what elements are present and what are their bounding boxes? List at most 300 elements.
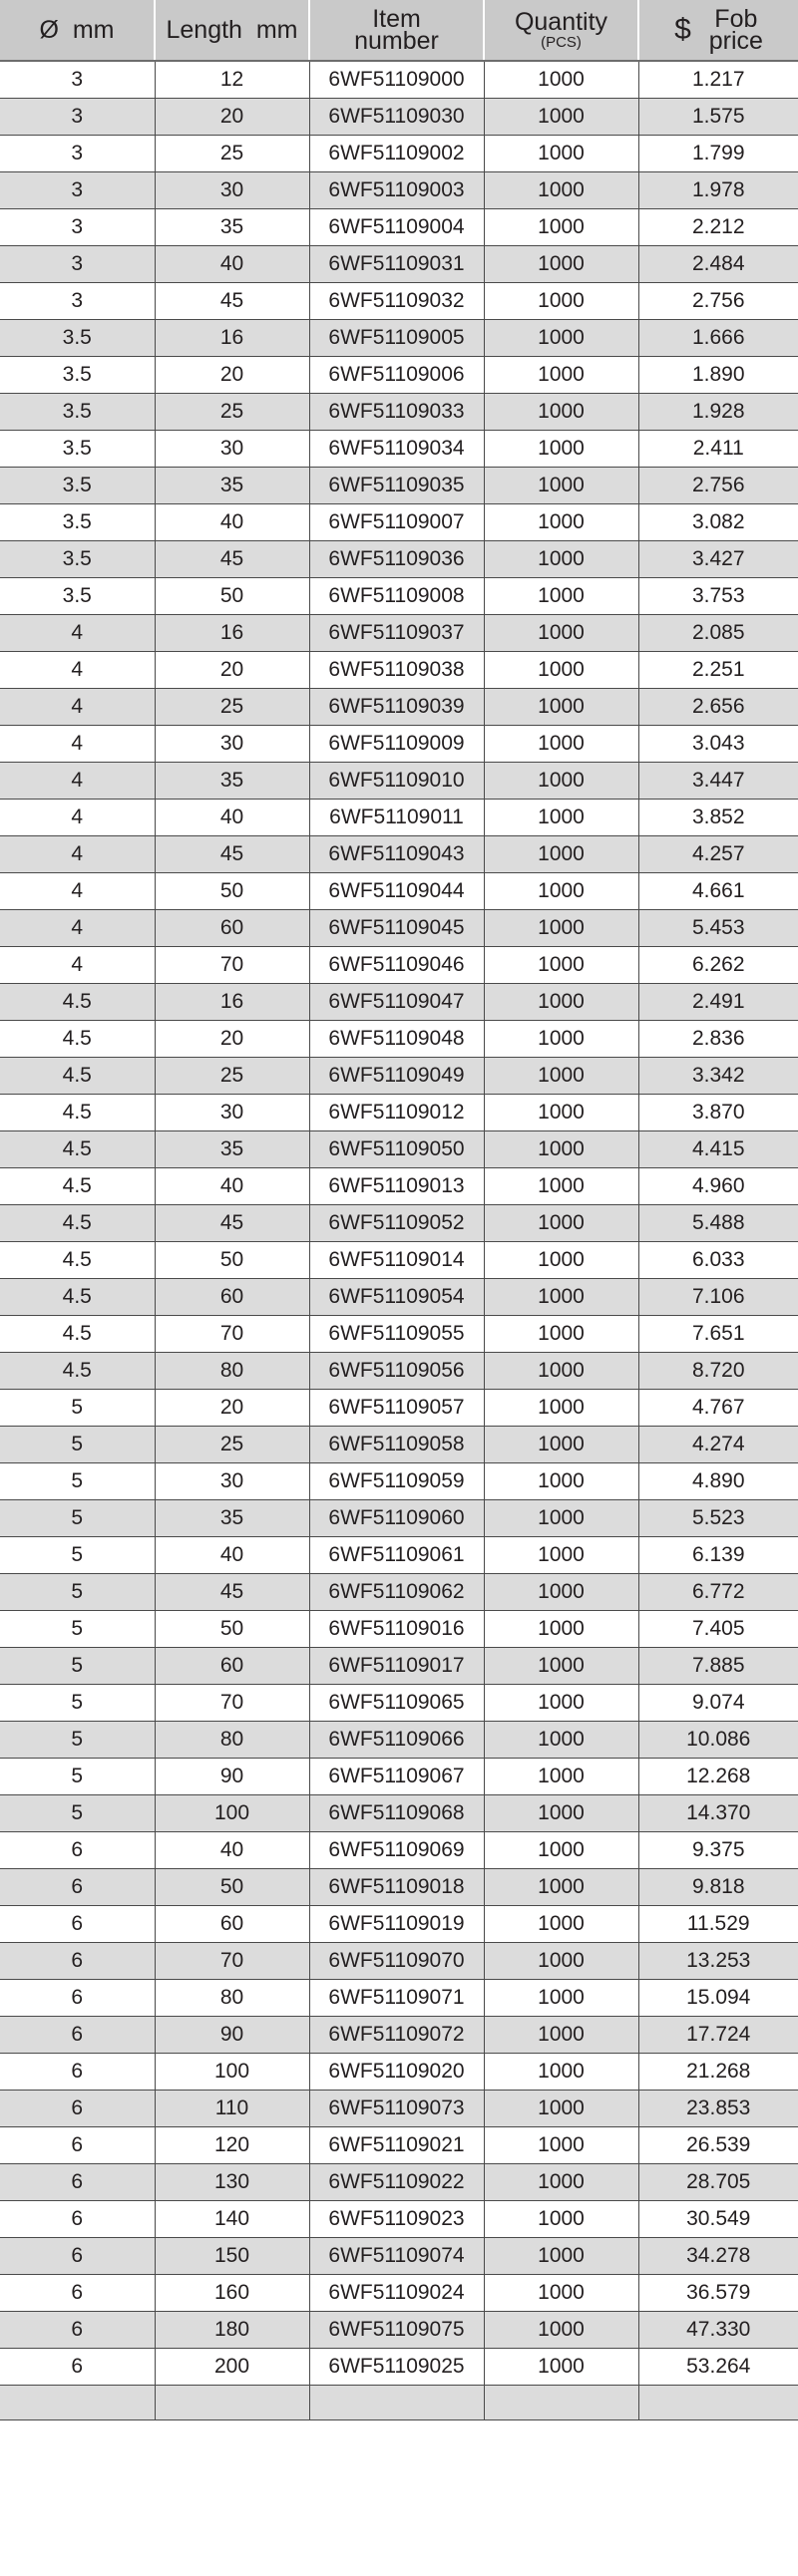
length-cell: 130 — [155, 2164, 309, 2201]
quantity-cell: 1000 — [484, 209, 638, 246]
item-number-cell: 6WF51109035 — [309, 468, 484, 504]
diameter-cell: 6 — [0, 1906, 155, 1943]
price-cell: 6.262 — [638, 947, 798, 984]
diameter-cell: 5 — [0, 1574, 155, 1611]
diameter-cell: 6 — [0, 1943, 155, 1980]
quantity-cell: 1000 — [484, 1390, 638, 1427]
price-cell: 28.705 — [638, 2164, 798, 2201]
quantity-cell: 1000 — [484, 1906, 638, 1943]
item-number-cell: 6WF51109065 — [309, 1685, 484, 1722]
price-cell: 14.370 — [638, 1795, 798, 1832]
table-row — [0, 1980, 798, 2017]
table-row — [0, 652, 798, 689]
quantity-cell: 1000 — [484, 763, 638, 800]
diameter-cell: 4 — [0, 726, 155, 763]
item-number-cell: 6WF51109036 — [309, 541, 484, 578]
table-row — [0, 1095, 798, 1131]
quantity-cell: 1000 — [484, 136, 638, 172]
item-number-cell: 6WF51109072 — [309, 2017, 484, 2054]
length-cell: 25 — [155, 1427, 309, 1463]
item-number-cell: 6WF51109016 — [309, 1611, 484, 1648]
price-cell: 4.767 — [638, 1390, 798, 1427]
item-number-cell: 6WF51109024 — [309, 2275, 484, 2312]
price-cell: 4.274 — [638, 1427, 798, 1463]
diameter-cell: 4.5 — [0, 1095, 155, 1131]
empty-cell — [309, 2386, 484, 2420]
table-row — [0, 1795, 798, 1832]
diameter-cell: 4 — [0, 652, 155, 689]
quantity-cell: 1000 — [484, 99, 638, 136]
quantity-cell: 1000 — [484, 246, 638, 283]
table-row — [0, 1058, 798, 1095]
quantity-cell: 1000 — [484, 1463, 638, 1500]
length-cell: 45 — [155, 1574, 309, 1611]
table-row — [0, 1168, 798, 1205]
table-row — [0, 1869, 798, 1906]
length-cell: 50 — [155, 578, 309, 615]
price-cell: 7.106 — [638, 1279, 798, 1316]
price-cell: 4.257 — [638, 836, 798, 873]
item-number-cell: 6WF51109038 — [309, 652, 484, 689]
price-cell: 2.085 — [638, 615, 798, 652]
item-number-cell: 6WF51109066 — [309, 1722, 484, 1759]
quantity-cell: 1000 — [484, 172, 638, 209]
quantity-cell: 1000 — [484, 394, 638, 431]
diameter-cell: 6 — [0, 2017, 155, 2054]
table-row — [0, 2091, 798, 2127]
item-number-cell: 6WF51109011 — [309, 800, 484, 836]
table-row — [0, 61, 798, 99]
table-row — [0, 984, 798, 1021]
table-row — [0, 1759, 798, 1795]
table-row — [0, 99, 798, 136]
length-cell: 30 — [155, 431, 309, 468]
item-number-cell: 6WF51109075 — [309, 2312, 484, 2349]
table-row — [0, 1205, 798, 1242]
diameter-cell: 5 — [0, 1427, 155, 1463]
quantity-cell: 1000 — [484, 1021, 638, 1058]
diameter-cell: 4.5 — [0, 984, 155, 1021]
length-cell: 12 — [155, 61, 309, 99]
item-number-cell: 6WF51109010 — [309, 763, 484, 800]
table-row — [0, 1537, 798, 1574]
header-fob-price — [638, 0, 798, 61]
item-number-cell: 6WF51109052 — [309, 1205, 484, 1242]
table-row — [0, 1353, 798, 1390]
quantity-cell: 1000 — [484, 1316, 638, 1353]
diameter-cell: 6 — [0, 2091, 155, 2127]
item-number-cell: 6WF51109013 — [309, 1168, 484, 1205]
quantity-cell: 1000 — [484, 2312, 638, 2349]
table-row — [0, 541, 798, 578]
item-number-cell: 6WF51109002 — [309, 136, 484, 172]
price-cell: 3.753 — [638, 578, 798, 615]
table-row — [0, 1832, 798, 1869]
price-cell: 10.086 — [638, 1722, 798, 1759]
diameter-cell: 6 — [0, 1832, 155, 1869]
price-cell: 47.330 — [638, 2312, 798, 2349]
length-cell: 120 — [155, 2127, 309, 2164]
quantity-cell: 1000 — [484, 61, 638, 99]
header-quantity — [484, 0, 638, 61]
table-row — [0, 357, 798, 394]
item-number-cell: 6WF51109008 — [309, 578, 484, 615]
diameter-cell: 4.5 — [0, 1316, 155, 1353]
header-length — [155, 0, 309, 61]
diameter-cell: 4 — [0, 615, 155, 652]
quantity-cell: 1000 — [484, 615, 638, 652]
length-cell: 25 — [155, 136, 309, 172]
diameter-cell: 5 — [0, 1795, 155, 1832]
item-number-cell: 6WF51109032 — [309, 283, 484, 320]
item-number-cell: 6WF51109019 — [309, 1906, 484, 1943]
quantity-cell: 1000 — [484, 1869, 638, 1906]
diameter-cell: 4.5 — [0, 1058, 155, 1095]
length-cell: 45 — [155, 541, 309, 578]
table-row — [0, 763, 798, 800]
price-cell: 9.818 — [638, 1869, 798, 1906]
price-cell: 1.890 — [638, 357, 798, 394]
table-row — [0, 800, 798, 836]
diameter-cell: 3.5 — [0, 357, 155, 394]
length-cell: 45 — [155, 836, 309, 873]
length-cell: 35 — [155, 468, 309, 504]
item-number-cell: 6WF51109048 — [309, 1021, 484, 1058]
length-cell: 110 — [155, 2091, 309, 2127]
price-cell: 3.870 — [638, 1095, 798, 1131]
price-cell: 1.978 — [638, 172, 798, 209]
quantity-cell: 1000 — [484, 320, 638, 357]
item-number-cell: 6WF51109068 — [309, 1795, 484, 1832]
item-line1: Item — [372, 5, 421, 33]
table-row — [0, 1685, 798, 1722]
table-row — [0, 2312, 798, 2349]
diameter-cell: 4 — [0, 763, 155, 800]
diameter-cell: 6 — [0, 1980, 155, 2017]
quantity-cell: 1000 — [484, 1279, 638, 1316]
quantity-cell: 1000 — [484, 836, 638, 873]
length-cell: 60 — [155, 1648, 309, 1685]
table-row — [0, 1500, 798, 1537]
price-cell: 1.575 — [638, 99, 798, 136]
price-cell: 30.549 — [638, 2201, 798, 2238]
price-cell: 2.836 — [638, 1021, 798, 1058]
item-number-cell: 6WF51109014 — [309, 1242, 484, 1279]
price-cell: 1.799 — [638, 136, 798, 172]
diameter-cell: 4.5 — [0, 1168, 155, 1205]
table-row — [0, 1648, 798, 1685]
length-cell: 16 — [155, 984, 309, 1021]
item-number-cell: 6WF51109012 — [309, 1095, 484, 1131]
price-cell: 7.651 — [638, 1316, 798, 1353]
price-cell: 13.253 — [638, 1943, 798, 1980]
quantity-cell: 1000 — [484, 504, 638, 541]
table-row — [0, 2017, 798, 2054]
price-cell: 5.453 — [638, 910, 798, 947]
item-number-cell: 6WF51109054 — [309, 1279, 484, 1316]
length-cell: 180 — [155, 2312, 309, 2349]
table-row — [0, 504, 798, 541]
quantity-cell: 1000 — [484, 2349, 638, 2386]
diameter-cell: 3.5 — [0, 541, 155, 578]
diameter-cell: 3 — [0, 246, 155, 283]
item-number-cell: 6WF51109056 — [309, 1353, 484, 1390]
price-cell: 3.342 — [638, 1058, 798, 1095]
length-cell: 70 — [155, 1316, 309, 1353]
table-row — [0, 431, 798, 468]
currency-symbol: $ — [674, 13, 691, 46]
item-number-cell: 6WF51109003 — [309, 172, 484, 209]
price-cell: 26.539 — [638, 2127, 798, 2164]
price-cell: 2.491 — [638, 984, 798, 1021]
quantity-cell: 1000 — [484, 2017, 638, 2054]
length-cell: 30 — [155, 726, 309, 763]
price-cell: 2.756 — [638, 468, 798, 504]
table-row — [0, 172, 798, 209]
table-row — [0, 1906, 798, 1943]
price-cell: 3.852 — [638, 800, 798, 836]
length-cell: 20 — [155, 99, 309, 136]
quantity-cell: 1000 — [484, 726, 638, 763]
price-cell: 3.082 — [638, 504, 798, 541]
length-cell: 20 — [155, 1390, 309, 1427]
length-cell: 50 — [155, 873, 309, 910]
length-cell: 40 — [155, 800, 309, 836]
table-row — [0, 1021, 798, 1058]
price-cell: 4.661 — [638, 873, 798, 910]
table-row — [0, 2164, 798, 2201]
quantity-cell: 1000 — [484, 984, 638, 1021]
diameter-cell: 5 — [0, 1611, 155, 1648]
table-row — [0, 1390, 798, 1427]
price-cell: 6.033 — [638, 1242, 798, 1279]
length-cell: 60 — [155, 1906, 309, 1943]
empty-cell — [0, 2386, 155, 2420]
quantity-cell: 1000 — [484, 910, 638, 947]
length-cell: 25 — [155, 689, 309, 726]
price-cell: 23.853 — [638, 2091, 798, 2127]
length-cell: 80 — [155, 1353, 309, 1390]
price-cell: 8.720 — [638, 1353, 798, 1390]
diameter-cell: 5 — [0, 1537, 155, 1574]
item-number-cell: 6WF51109046 — [309, 947, 484, 984]
table-row — [0, 2054, 798, 2091]
price-cell: 3.447 — [638, 763, 798, 800]
length-cell: 100 — [155, 1795, 309, 1832]
length-cell: 50 — [155, 1869, 309, 1906]
item-number-cell: 6WF51109025 — [309, 2349, 484, 2386]
diameter-cell: 6 — [0, 1869, 155, 1906]
length-cell: 70 — [155, 947, 309, 984]
length-cell: 35 — [155, 1131, 309, 1168]
item-number-cell: 6WF51109043 — [309, 836, 484, 873]
quantity-unit: (PCS) — [541, 34, 582, 51]
quantity-cell: 1000 — [484, 652, 638, 689]
quantity-cell: 1000 — [484, 1795, 638, 1832]
item-number-cell: 6WF51109073 — [309, 2091, 484, 2127]
price-cell: 36.579 — [638, 2275, 798, 2312]
diameter-cell: 3 — [0, 99, 155, 136]
item-number-cell: 6WF51109017 — [309, 1648, 484, 1685]
quantity-cell: 1000 — [484, 1832, 638, 1869]
length-cell: 70 — [155, 1943, 309, 1980]
price-cell: 21.268 — [638, 2054, 798, 2091]
quantity-cell: 1000 — [484, 689, 638, 726]
diameter-cell: 5 — [0, 1685, 155, 1722]
diameter-cell: 5 — [0, 1500, 155, 1537]
table-row — [0, 136, 798, 172]
diameter-cell: 5 — [0, 1759, 155, 1795]
diameter-cell: 4 — [0, 836, 155, 873]
diameter-cell: 4 — [0, 910, 155, 947]
diameter-cell: 5 — [0, 1463, 155, 1500]
length-cell: 60 — [155, 910, 309, 947]
table-row — [0, 947, 798, 984]
table-row — [0, 1463, 798, 1500]
fob-line2: price — [708, 27, 763, 55]
quantity-label: Quantity — [514, 8, 608, 36]
price-cell: 3.043 — [638, 726, 798, 763]
price-cell: 9.074 — [638, 1685, 798, 1722]
diameter-cell: 5 — [0, 1722, 155, 1759]
table-row — [0, 209, 798, 246]
item-line2: number — [354, 27, 439, 55]
length-cell: 90 — [155, 2017, 309, 2054]
quantity-cell: 1000 — [484, 1648, 638, 1685]
length-cell: 100 — [155, 2054, 309, 2091]
diameter-cell: 4.5 — [0, 1205, 155, 1242]
diameter-cell: 3.5 — [0, 468, 155, 504]
item-number-cell: 6WF51109039 — [309, 689, 484, 726]
diameter-cell: 3 — [0, 283, 155, 320]
length-cell: 20 — [155, 1021, 309, 1058]
quantity-cell: 1000 — [484, 1242, 638, 1279]
table-row — [0, 1574, 798, 1611]
quantity-cell: 1000 — [484, 1205, 638, 1242]
empty-row — [0, 2386, 798, 2420]
item-number-cell: 6WF51109031 — [309, 246, 484, 283]
quantity-cell: 1000 — [484, 1980, 638, 2017]
length-cell: 80 — [155, 1722, 309, 1759]
table-row — [0, 836, 798, 873]
table-row — [0, 578, 798, 615]
quantity-cell: 1000 — [484, 1353, 638, 1390]
table-row — [0, 1427, 798, 1463]
length-cell: 90 — [155, 1759, 309, 1795]
table-row — [0, 1242, 798, 1279]
diameter-cell: 3 — [0, 209, 155, 246]
price-cell: 2.251 — [638, 652, 798, 689]
length-cell: 60 — [155, 1279, 309, 1316]
length-cell: 45 — [155, 1205, 309, 1242]
item-number-cell: 6WF51109037 — [309, 615, 484, 652]
item-number-cell: 6WF51109044 — [309, 873, 484, 910]
item-number-cell: 6WF51109061 — [309, 1537, 484, 1574]
diameter-cell: 6 — [0, 2127, 155, 2164]
diameter-cell: 6 — [0, 2201, 155, 2238]
table-row — [0, 689, 798, 726]
diameter-cell: 3.5 — [0, 320, 155, 357]
table-row — [0, 2201, 798, 2238]
length-cell: 30 — [155, 1095, 309, 1131]
quantity-cell: 1000 — [484, 1611, 638, 1648]
price-cell: 3.427 — [638, 541, 798, 578]
item-number-cell: 6WF51109045 — [309, 910, 484, 947]
table-row — [0, 615, 798, 652]
quantity-cell: 1000 — [484, 541, 638, 578]
table-row — [0, 394, 798, 431]
item-number-cell: 6WF51109050 — [309, 1131, 484, 1168]
length-cell: 200 — [155, 2349, 309, 2386]
price-cell: 4.960 — [638, 1168, 798, 1205]
quantity-cell: 1000 — [484, 1943, 638, 1980]
quantity-cell: 1000 — [484, 1537, 638, 1574]
length-cell: 150 — [155, 2238, 309, 2275]
length-cell: 16 — [155, 320, 309, 357]
table-row — [0, 468, 798, 504]
quantity-cell: 1000 — [484, 2127, 638, 2164]
item-number-cell: 6WF51109006 — [309, 357, 484, 394]
item-number-cell: 6WF51109021 — [309, 2127, 484, 2164]
diameter-cell: 3.5 — [0, 578, 155, 615]
item-number-cell: 6WF51109057 — [309, 1390, 484, 1427]
quantity-cell: 1000 — [484, 2238, 638, 2275]
empty-cell — [484, 2386, 638, 2420]
quantity-cell: 1000 — [484, 431, 638, 468]
quantity-cell: 1000 — [484, 2054, 638, 2091]
item-number-cell: 6WF51109074 — [309, 2238, 484, 2275]
table-row — [0, 1722, 798, 1759]
price-cell: 5.523 — [638, 1500, 798, 1537]
diameter-cell: 4.5 — [0, 1021, 155, 1058]
quantity-cell: 1000 — [484, 1574, 638, 1611]
header-item-number — [309, 0, 484, 61]
diameter-cell: 4.5 — [0, 1353, 155, 1390]
diameter-cell: 5 — [0, 1648, 155, 1685]
table-row — [0, 1943, 798, 1980]
table-row — [0, 283, 798, 320]
price-cell: 7.405 — [638, 1611, 798, 1648]
header-row — [0, 0, 798, 61]
length-cell: 160 — [155, 2275, 309, 2312]
diameter-cell: 6 — [0, 2238, 155, 2275]
price-cell: 1.217 — [638, 61, 798, 99]
header-diameter — [0, 0, 155, 61]
item-number-cell: 6WF51109023 — [309, 2201, 484, 2238]
price-cell: 9.375 — [638, 1832, 798, 1869]
diameter-cell: 6 — [0, 2164, 155, 2201]
price-cell: 1.928 — [638, 394, 798, 431]
item-number-cell: 6WF51109033 — [309, 394, 484, 431]
price-cell: 7.885 — [638, 1648, 798, 1685]
length-cell: 25 — [155, 1058, 309, 1095]
length-cell: 35 — [155, 763, 309, 800]
price-cell: 17.724 — [638, 2017, 798, 2054]
price-cell: 1.666 — [638, 320, 798, 357]
length-cell: 16 — [155, 615, 309, 652]
price-cell: 6.139 — [638, 1537, 798, 1574]
quantity-cell: 1000 — [484, 1500, 638, 1537]
item-number-cell: 6WF51109007 — [309, 504, 484, 541]
diameter-cell: 6 — [0, 2312, 155, 2349]
diameter-cell: 3.5 — [0, 394, 155, 431]
table-row — [0, 1279, 798, 1316]
length-cell: 50 — [155, 1242, 309, 1279]
length-cell: 80 — [155, 1980, 309, 2017]
table-row — [0, 320, 798, 357]
table-row — [0, 2275, 798, 2312]
quantity-cell: 1000 — [484, 1427, 638, 1463]
